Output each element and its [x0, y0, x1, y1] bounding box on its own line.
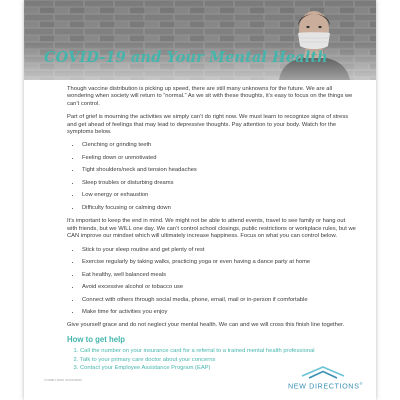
- closing-paragraph: Give yourself grace and do not neglect your mental health. We can and we will cross this finish line together.: [67, 322, 345, 329]
- logo-text: NEW DIRECTIONS: [288, 381, 360, 391]
- symptom-item: • Clenching or grinding teeth: [81, 142, 356, 149]
- hero-photo: [24, 0, 376, 80]
- symptom-item: • Difficulty focusing or calming down: [81, 205, 356, 212]
- intro-paragraph-1: Though vaccine distribution is picking up speed, there are still many unknowns for the future. We are all wondering when society will return to “normal.” As we sit with these thoughts, it’s easy to focus on the things we can’t control.: [67, 86, 353, 107]
- document-title: COVID-19 and Your Mental Health: [44, 49, 328, 66]
- tips-list: [67, 247, 356, 317]
- help-heading: How to get help: [67, 334, 126, 344]
- flyer-page: [24, 0, 376, 400]
- middle-paragraph: It’s important to keep the end in mind. We might not be able to attend events, travel to see family or hang out with friends, but we WILL one day. We can’t control school closings, public restrictions or workplace rules, but we CAN improve our mindset which will ultimately increase happiness. Focus on what you can control below.: [67, 218, 356, 240]
- symptom-item: • Tight shoulders/neck and tension headaches: [81, 167, 356, 174]
- symptom-item: • Low energy or exhaustion: [81, 192, 356, 199]
- help-step: 1. Call the number on your insurance card for a referral to a trained mental health professional: [80, 348, 356, 355]
- tip-item: • Connect with others through social media, phone, email, mail or in-person if comfortable: [81, 297, 356, 304]
- help-step: 3. Contact your Employee Assistance Program (EAP): [80, 365, 356, 372]
- intro-paragraph-2: Part of grief is mourning the activities we simply can’t do right now. We must learn to recognize signs of stress and get ahead of feelings that may lead to depressive thoughts. Pay attention to your body. Watch for the symptoms below.: [67, 114, 349, 136]
- trademark-symbol: ®: [359, 381, 364, 386]
- tip-item: • Eat healthy, well balanced meals: [81, 272, 356, 279]
- document-code: ©NDBH 0000 00/00/0000: [44, 378, 83, 382]
- new-directions-logo: [274, 364, 372, 392]
- chevron-arrows-logo-icon: [300, 364, 346, 380]
- logo-wordmark: [288, 381, 363, 390]
- symptoms-list: [67, 142, 356, 212]
- tip-item: • Exercise regularly by taking walks, practicing yoga or even having a dance party at home: [81, 259, 356, 266]
- tip-item: • Make time for activities you enjoy: [81, 309, 356, 316]
- tip-item: • Stick to your sleep routine and get plenty of rest: [81, 247, 356, 254]
- symptom-item: • Sleep troubles or disturbing dreams: [81, 180, 356, 187]
- help-step: 2. Talk to your primary care doctor about your concerns: [80, 357, 356, 364]
- document-body: [67, 86, 356, 374]
- symptom-item: • Feeling down or unmotivated: [81, 155, 356, 162]
- brick-wall-man-with-face-mask-photo: [24, 0, 376, 80]
- tip-item: • Avoid excessive alcohol or tobacco use: [81, 284, 356, 291]
